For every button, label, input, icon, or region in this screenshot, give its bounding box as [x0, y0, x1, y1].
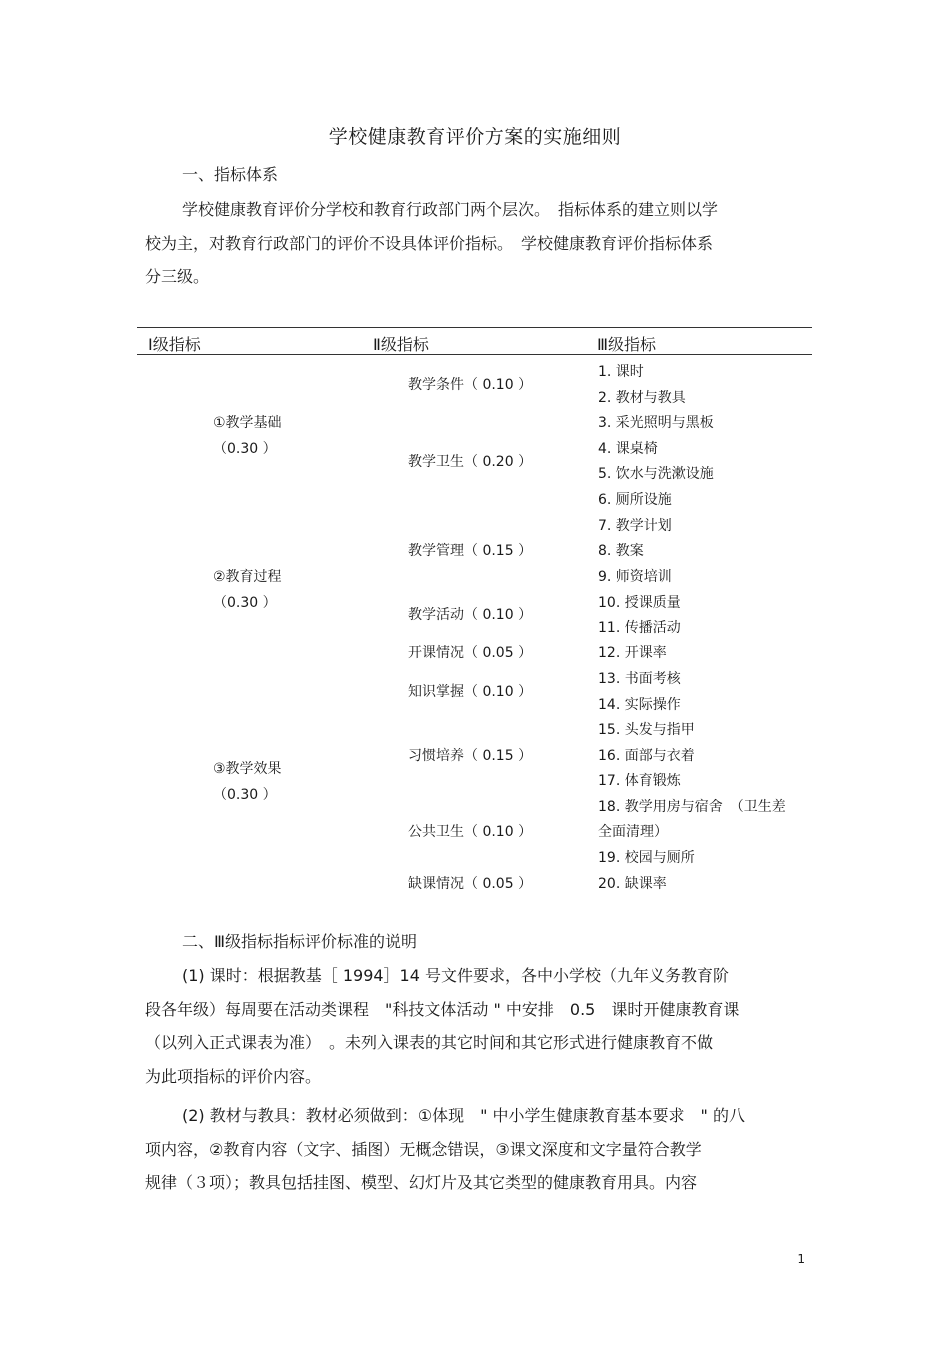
level3-item: 10. 授课质量: [598, 595, 681, 611]
page-number: 1: [797, 1252, 805, 1266]
paragraph-line: （以列入正式课表为准） 。未列入课表的其它时间和其它形式进行健康教育不做: [145, 1033, 714, 1052]
table-top-rule: [137, 327, 812, 328]
level1-name: ①教学基础: [213, 415, 282, 431]
level2-item: 公共卫生（ 0.10 ）: [408, 824, 533, 840]
level3-item-continuation: 全面清理）: [598, 824, 668, 840]
level1-weight: （0.30 ）: [213, 441, 277, 457]
level3-item: 15. 头发与指甲: [598, 722, 695, 738]
paragraph-line: 项内容，②教育内容（文字、插图）无概念错误，③课文深度和文字量符合教学: [145, 1139, 702, 1159]
paragraph-line: 学校健康教育评价分学校和教育行政部门两个层次。 指标体系的建立则以学: [182, 200, 719, 219]
paragraph-line: (2) 教材与教具：教材必须做到：①体现 " 中小学生健康教育基本要求 " 的八: [182, 1106, 745, 1125]
level3-item: 19. 校园与厕所: [598, 850, 695, 866]
level3-item: 12. 开课率: [598, 645, 667, 661]
paragraph-line: 校为主，对教育行政部门的评价不设具体评价指标。 学校健康教育评价指标体系: [145, 233, 714, 253]
level3-item: 16. 面部与衣着: [598, 748, 695, 764]
level3-item: 2. 教材与教具: [598, 390, 686, 406]
level2-item: 教学卫生（ 0.20 ）: [408, 454, 533, 470]
table-header-level3: Ⅲ级指标: [597, 335, 657, 354]
level1-weight: （0.30 ）: [213, 787, 277, 803]
paragraph-line: 为此项指标的评价内容。: [145, 1066, 322, 1086]
level3-item: 9. 师资培训: [598, 569, 672, 585]
level2-item: 教学条件（ 0.10 ）: [408, 377, 533, 393]
paragraph-line: (1) 课时：根据教基［ 1994］14 号文件要求，各中小学校（九年义务教育阶: [182, 966, 730, 985]
level3-item: 4. 课桌椅: [598, 441, 658, 457]
level1-name: ②教育过程: [213, 569, 282, 585]
level3-item: 11. 传播活动: [598, 620, 681, 636]
level2-item: 教学管理（ 0.15 ）: [408, 543, 533, 559]
level3-item: 7. 教学计划: [598, 518, 672, 534]
level2-item: 缺课情况（ 0.05 ）: [408, 876, 533, 892]
level1-weight: （0.30 ）: [213, 595, 277, 611]
level3-item: 18. 教学用房与宿舍 （卫生差: [598, 799, 786, 815]
level3-item: 17. 体育锻炼: [598, 773, 681, 789]
level3-item: 14. 实际操作: [598, 697, 681, 713]
section-2-heading: 二、Ⅲ级指标指标评价标准的说明: [182, 932, 418, 951]
section-2-paragraph-1: [145, 959, 810, 1093]
section-2-paragraph-2: [145, 1099, 810, 1200]
level3-item: 5. 饮水与洗漱设施: [598, 466, 714, 482]
level1-name: ③教学效果: [213, 761, 282, 777]
paragraph-line: 段各年级）每周要在活动类课程 "科技文体活动 " 中安排 0.5 课时开健康教育课: [145, 999, 740, 1019]
level3-item: 13. 书面考核: [598, 671, 681, 687]
table-header-rule: [137, 354, 812, 355]
paragraph-line: 分三级。: [145, 267, 210, 286]
level3-item: 20. 缺课率: [598, 876, 667, 892]
level3-item: 8. 教案: [598, 543, 644, 559]
table-header-level2: Ⅱ级指标: [373, 335, 429, 354]
paragraph-line: 规律（３项）；教具包括挂图、模型、幻灯片及其它类型的健康教育用具。内容: [145, 1173, 698, 1192]
level3-item: 3. 采光照明与黑板: [598, 415, 714, 431]
level2-item: 知识掌握（ 0.10 ）: [408, 684, 533, 700]
document-title: 学校健康教育评价方案的实施细则: [328, 126, 622, 148]
section-1-paragraph: [145, 193, 810, 294]
level3-item: 1. 课时: [598, 364, 644, 380]
level2-item: 教学活动（ 0.10 ）: [408, 607, 533, 623]
section-1-heading: 一、指标体系: [182, 165, 279, 184]
level3-item: 6. 厕所设施: [598, 492, 672, 508]
level2-item: 习惯培养（ 0.15 ）: [408, 748, 533, 764]
table-header-level1: Ⅰ级指标: [148, 335, 201, 354]
level2-item: 开课情况（ 0.05 ）: [408, 645, 533, 661]
